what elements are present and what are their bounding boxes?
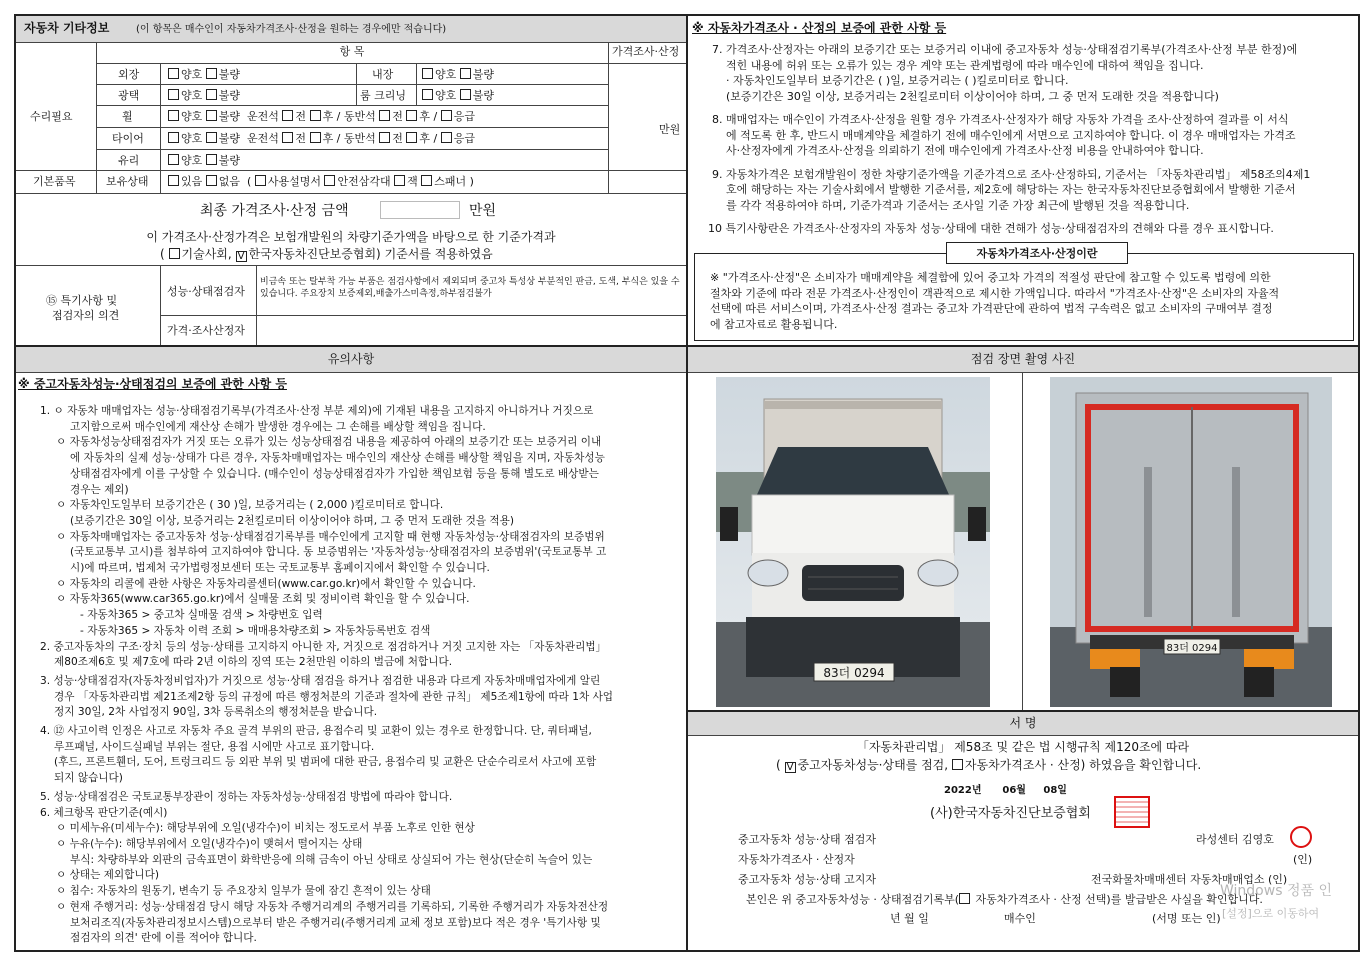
col-price: 가격조사·산정 <box>612 45 680 58</box>
sign-year: 2022년 <box>944 785 982 796</box>
row-interior: 내장 <box>372 68 394 81</box>
checkbox[interactable] <box>282 132 293 143</box>
group-basic: 기본품목 <box>33 175 76 188</box>
sign-row-label: 자동차가격조사 · 산정자 <box>738 853 855 866</box>
checkbox[interactable] <box>206 68 217 79</box>
checkbox[interactable] <box>206 154 217 165</box>
row-tire: 타이어 <box>112 132 144 145</box>
row-wheel: 휠 <box>122 110 133 123</box>
info-title: 자동차 기타정보 <box>24 21 110 35</box>
sign-row-value: (인) <box>1293 853 1313 866</box>
appraiser-label: 가격·조사산정자 <box>167 324 245 337</box>
checkbox-tech[interactable] <box>169 248 180 259</box>
caution-header: 유의사항 <box>327 352 375 366</box>
front-photo <box>716 377 990 707</box>
sign-line1: 「자동차관리법」 제58조 및 같은 법 시행규칙 제120조에 따라 <box>856 740 1190 754</box>
checkbox[interactable] <box>310 132 321 143</box>
checkbox[interactable] <box>168 154 179 165</box>
checkbox[interactable] <box>460 68 471 79</box>
inspector-label: 성능·상태점검자 <box>167 285 245 298</box>
checkbox[interactable] <box>406 132 417 143</box>
final-unit: 만원 <box>469 203 497 219</box>
inspector-opinion: 비금속 또는 탈부착 가능 부품은 점검사항에서 제외되며 중고차 특성상 부분적인 판금, 도색, 부식은 있을 수 있습니다. 주요장치 보증제외,배출가스미측정,하부점검불가 <box>260 277 680 299</box>
watermark-line1: Windows 정품 인 <box>1220 883 1332 899</box>
checkbox[interactable] <box>168 68 179 79</box>
sign-month: 06월 <box>1002 785 1026 796</box>
photos-header: 점검 장면 촬영 사진 <box>970 352 1076 366</box>
checkbox-performance[interactable]: V <box>785 762 796 773</box>
inspector-seal-icon <box>1290 826 1312 848</box>
checkbox[interactable] <box>206 89 217 100</box>
price-box-text: ※ "가격조사·산정"은 소비자가 매매계약을 체결함에 있어 중고차 가격의 적절성 판단에 참고할 수 있도록 법령에 의한 절차와 기준에 따라 전문 가격조사·산정인이 객관적으로 제시한 가액입니다. 따라서 "가격조사·산정"은 소비자의 자율적 선택에 따른 서비스이며, 가격조사·산정 결과는 중고차 가격판단에 관하여 법적 구속력은 없고 소비자의 구매여부 결정 에 참고자료로 활용됩니다. <box>710 271 1280 331</box>
sign-day: 08일 <box>1043 785 1067 796</box>
checkbox[interactable] <box>421 175 432 186</box>
sign-org: (사)한국자동차진단보증협회 <box>930 806 1091 821</box>
price-notes-heading: ※ 자동차가격조사 · 산정의 보증에 관한 사항 등 <box>692 21 947 35</box>
rear-photo <box>1050 377 1332 707</box>
checkbox[interactable] <box>406 110 417 121</box>
org-seal-icon <box>1114 796 1150 828</box>
buyer-label: 매수인 <box>1004 912 1036 925</box>
row-exterior: 외장 <box>118 68 140 81</box>
row-glass: 유리 <box>118 154 140 167</box>
info-note: (이 항목은 매수인이 자동차가격조사·산정을 원하는 경우에만 적습니다) <box>136 24 447 35</box>
checkbox[interactable] <box>206 110 217 121</box>
price-box-title: 자동차가격조사·산정이란 <box>976 247 1098 260</box>
checkbox[interactable] <box>206 175 217 186</box>
checkbox[interactable] <box>168 89 179 100</box>
checkbox[interactable] <box>422 68 433 79</box>
rear-plate: 83더 0294 <box>1166 643 1218 654</box>
checkbox[interactable] <box>168 110 179 121</box>
special-label2: 점검자의 의견 <box>52 309 120 322</box>
caution-body: 1. ㅇ 자동차 매매업자는 성능·상태점검기록부(가격조사·산정 부분 제외)에 기재된 내용을 고지하지 아니하거나 거짓으로 고지함으로써 매수인에게 재산상 손해가 발생한 경우에는 그 손해를 배상할 책임을 집니다. ㅇ 자동차성능상태점검자가 거짓 또는 오류가 있는 성능상태점검 내용을 제공하여 아래의 보증기간 또는 보증거리 이내 에 자동차의 실제 성능·상태가 다른 경우, 자동차매매업자는 매수인의 재산상 손해를 배상할 책임을 지며, 자동차성능 상태점검자에게 이를 구상할 수 있습니다. (매수인이 성능상태점검자가 가입한 책임보험 등을 통해 별도로 배상받는 경우는 제외) ㅇ 자동차인도일부터 보증기간은 ( 30 )일, 보증거리는 ( 2,000 )킬로미터로 합니다. (보증기간은 30일 이상, 보증거리는 2천킬로미터 이상이어야 하며, 그 중 먼저 도래한 것을 적용) ㅇ 자동차매매업자는 중고자동차 성능·상태점검기록부를 매수인에게 고지할 때 현행 자동차성능·상태점검자의 보증범위 (국토교통부 고시)를 첨부하여 고지하여야 합니다. 동 보증범위는 '자동차성능·상태점검자의 보증범위'(국토교통부 고 시)에 따르며, 법제처 국가법령정보센터 또는 국토교통부 홈페이지에서 확인할 수 있습니다. ㅇ 자동차의 리콜에 관한 사항은 자동차리콜센터(www.car.go.kr)에서 확인할 수 있습니다. ㅇ 자동차365(www.car365.go.kr)에서 실매물 조회 및 정비이력 확인을 할 수 있습니다. - 자동차365 > 중고차 실매물 검색 > 차량번호 입력 - 자동차365 > 자동차 이력 조회 > 매매용차량조회 > 자동차등록번호 검색 2. 중고자동차의 구조·장치 등의 성능·상태를 고지하지 아니한 자, 거짓으로 점검하거나 거짓 고지한 자는 「자동차관리법」 제80조제6호 및 제7호에 따라 2년 이하의 징역 또는 2천만원 이하의 벌금에 처합니다. 3. 성능·상태점검자(자동차정비업자)가 거짓으로 성능·상태 점검을 하거나 점검한 내용과 다르게 자동차매매업자에게 알린 경우 「자동차관리법 제21조제2항 등의 규정에 따른 행정처분의 기준과 절차에 관한 규칙」 제5조제1항에 따라 1차 사업 정지 30일, 2차 사업정지 90일, 3차 등록취소의 행정처분을 받습니다. 4. ⑫ 사고이력 인정은 사고로 자동차 주요 골격 부위의 판금, 용접수리 및 교환이 있는 경우로 한정합니다. 단, 쿼터패널, 루프패널, 사이드실패널 부위는 절단, 용접 시에만 사고로 표기합니다. (후드, 프론트휀더, 도어, 트렁크리드 등 외판 부위 및 범퍼에 대한 판금, 용접수리 및 교환은 단순수리로서 사고에 포함 되지 않습니다) 5. 성능·상태점검은 국토교통부장관이 정하는 자동차성능·상태점검 방법에 따라야 합니다. 6. 체크항목 판단기준(예시) ㅇ 미세누유(미세누수): 해당부위에 오일(냉각수)이 비치는 정도로서 부품 노후로 인한 현상 ㅇ 누유(누수): 해당부위에서 오일(냉각수)이 맺혀서 떨어지는 상태 부식: 차량하부와 외판의 금속표면이 화학반응에 의해 금속이 아닌 상태로 상실되어 가는 현상(단순히 녹슬어 있는 ㅇ 상태는 제외합니다) ㅇ 침수: 자동차의 원동기, 변속기 등 주요장치 일부가 물에 잠긴 흔적이 있는 상태 ㅇ 현재 주행거리: 성능·상태점검 당시 해당 자동차 주행거리계의 주행거리를 기록하되, 기록한 주행거리가 자동차전산정 보처리조직(자동차관리정보시스템)으로부터 받은 주행거리(주행거리계 교체 정보 포함)보다 적은 경우 '특기사항 및 점검자의 의견' 란에 이를 적어야 합니다. <box>40 405 614 945</box>
final-amount-box[interactable] <box>380 201 460 219</box>
checkbox[interactable] <box>379 110 390 121</box>
col-item: 항 목 <box>339 45 365 58</box>
checkbox[interactable] <box>379 132 390 143</box>
sign-row-value: 전국화물차매매센터 자동차매매업소 (인) <box>1091 873 1288 886</box>
checkbox[interactable] <box>422 89 433 100</box>
checkbox-confirm[interactable] <box>959 893 970 904</box>
front-plate: 83더 0294 <box>823 666 885 680</box>
sign-row-value: 라성센터 김영호 <box>1196 833 1274 846</box>
checkbox[interactable] <box>282 110 293 121</box>
caution-heading: ※ 중고자동차성능·상태점검의 보증에 관한 사항 등 <box>18 377 287 391</box>
checkbox[interactable] <box>310 110 321 121</box>
special-label1: ⑮ 특기사항 및 <box>46 294 118 307</box>
checkbox[interactable] <box>324 175 335 186</box>
watermark-line2: [설정]으로 이동하여 <box>1222 907 1320 920</box>
row-room-cleaning: 룸 크리닝 <box>360 89 407 102</box>
checkbox[interactable] <box>394 175 405 186</box>
final-label: 최종 가격조사·산정 금액 <box>200 203 349 219</box>
checkbox[interactable] <box>168 132 179 143</box>
sign-row-label: 중고자동차 성능·상태 점검자 <box>738 833 877 846</box>
row-polish: 광택 <box>118 89 140 102</box>
checkbox[interactable] <box>441 132 452 143</box>
checkbox[interactable] <box>255 175 266 186</box>
price-notes-body: 7. 가격조사·산정자는 아래의 보증기간 또는 보증거리 이내에 중고자동차 성능·상태점검기록부(가격조사·산정 부분 한정)에 적힌 내용에 허위 또는 오류가 있는 경우 계약 또는 관계법령에 따라 매수인에 대하여 책임을 집니다. · 자동차인도일부터 보증기간은 ( )일, 보증거리는 ( )킬로미터로 합니다. (보증기간은 30일 이상, 보증거리는 2천킬로미터 이상이어야 하며, 그 중 먼저 도래한 것을 적용합니다) 8. 매매업자는 매수인이 가격조사·산정을 원할 경우 가격조사·산정자가 해당 자동차 가격을 조사·산정하여 결과를 이 서식 에 적도록 한 후, 반드시 매매계약을 체결하기 전에 매수인에게 서면으로 고지하여야 합니다. 이 경우 매매업자는 가격조 사·산정자에게 가격조사·산정을 의뢰하기 전에 매수인에게 가격조사·산정 비용을 안내하여야 합니다. 9. 자동차가격은 보험개발원이 정한 차량기준가액을 기준가격으로 조사·산정하되, 기준서는 「자동차관리법」 제58조의4제1 호에 해당하는 자는 기술사회에서 발행한 기준서를, 제2호에 해당하는 자는 한국자동차진단보증협회에서 발행한 기준서 를 각각 적용하여야 하며, 기준가격과 기준서는 조사일 기준 가장 최근에 발행된 것을 적용합니다. 10 특기사항란은 가격조사·산정자의 자동차 성능·상태에 대한 견해가 성능·상태점검자의 견해와 다를 경우 표시합니다. <box>708 43 1311 235</box>
basis-line1: 이 가격조사·산정가격은 보험개발원의 차량기준가액을 바탕으로 한 기준가격과 <box>146 230 556 244</box>
sign-row-label: 중고자동차 성능·상태 고지자 <box>738 873 877 886</box>
sign-header: 서 명 <box>1009 716 1037 730</box>
checkbox[interactable] <box>460 89 471 100</box>
sign-date-blank: 년 월 일 <box>890 912 929 925</box>
checkbox[interactable] <box>168 175 179 186</box>
buyer-sign: (서명 또는 인) <box>1152 912 1221 925</box>
row-possession: 보유상태 <box>106 175 149 188</box>
checkbox[interactable] <box>206 132 217 143</box>
checkbox-kadb[interactable]: V <box>236 251 247 262</box>
checkbox-pricing[interactable] <box>952 759 963 770</box>
price-unit: 만원 <box>659 123 681 136</box>
checkbox[interactable] <box>441 110 452 121</box>
group-repair: 수리필요 <box>30 110 73 123</box>
